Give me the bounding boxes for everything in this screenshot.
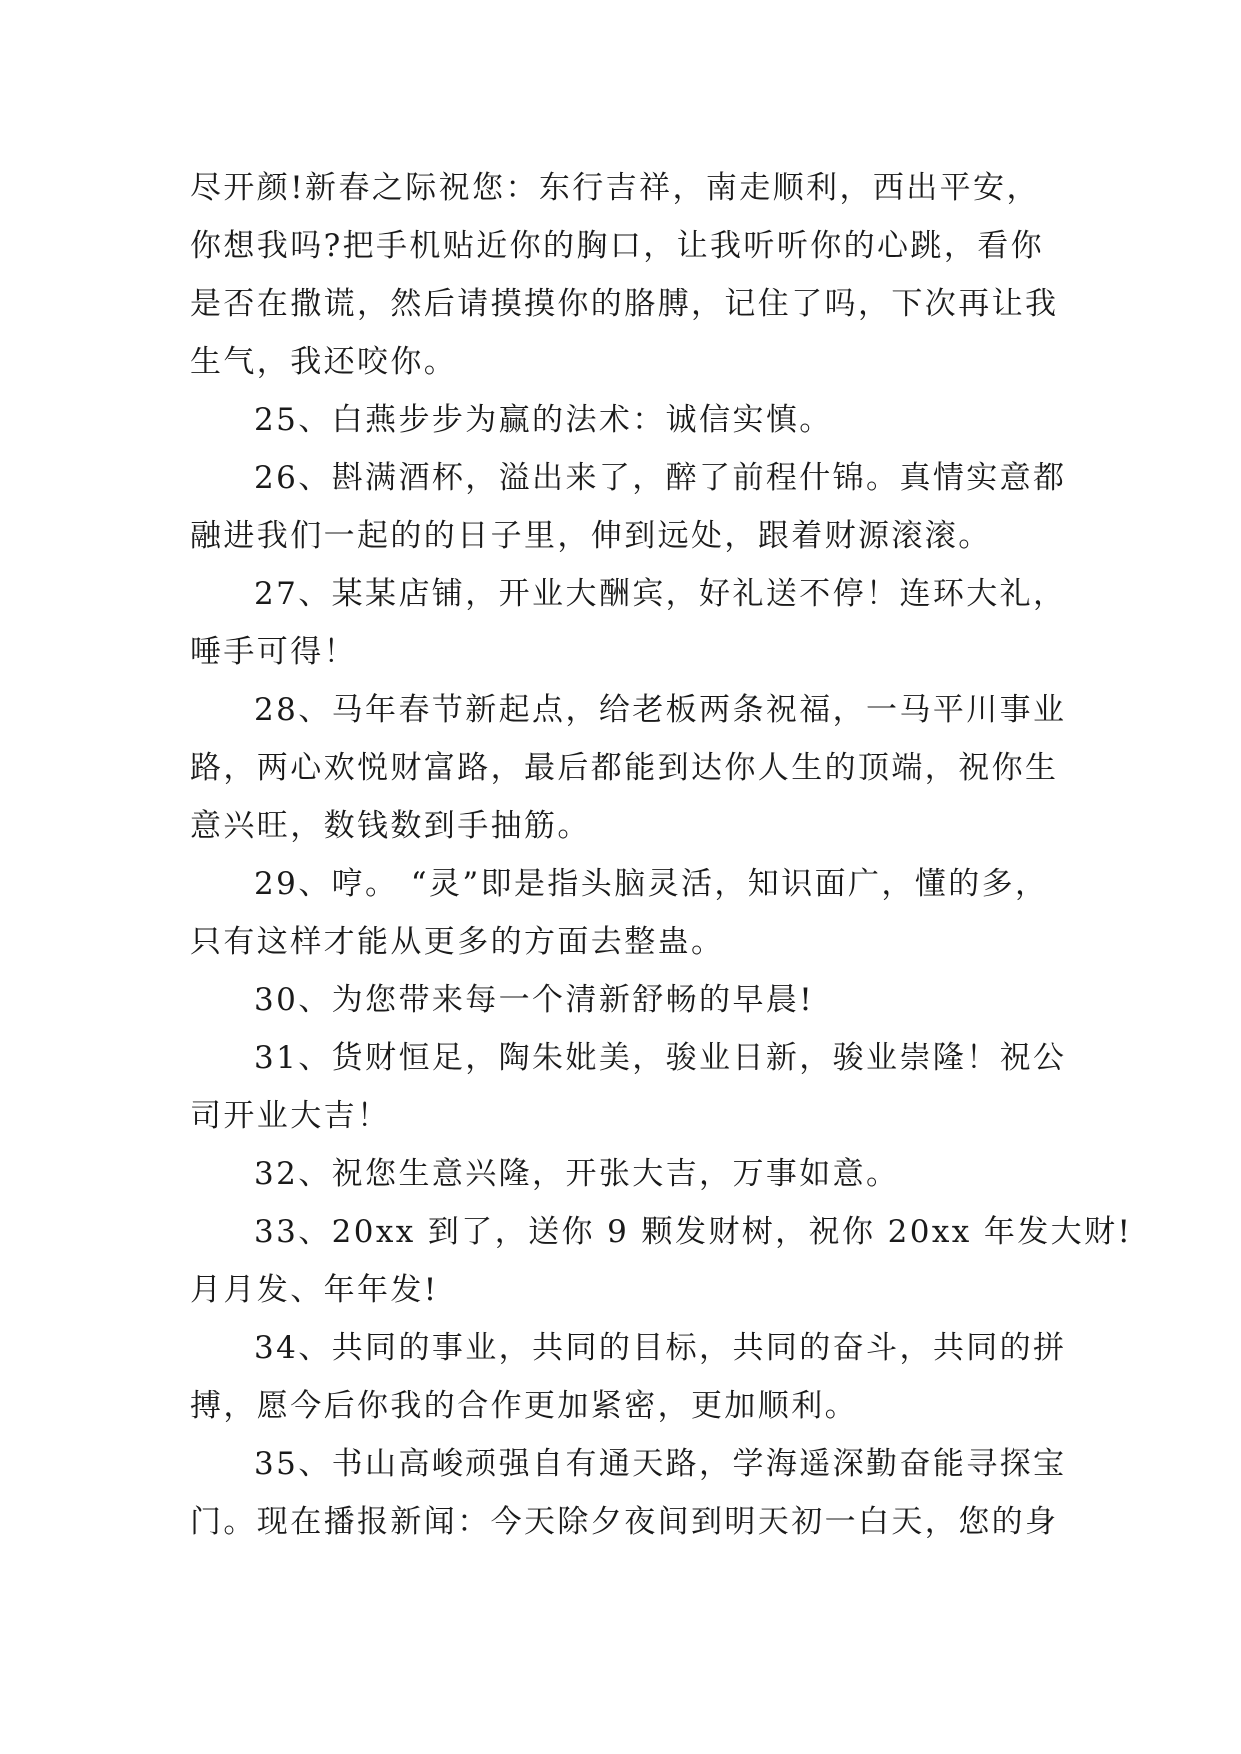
text-line: 尽开颜!新春之际祝您：东行吉祥，南走顺利，西出平安， bbox=[190, 170, 1040, 206]
text-line: 35、书山高峻顽强自有通天路，学海遥深勤奋能寻探宝 bbox=[254, 1446, 1067, 1482]
paragraph-29 bbox=[190, 855, 1052, 971]
paragraph-35 bbox=[190, 1435, 1067, 1551]
paragraph-27 bbox=[190, 565, 1067, 681]
text-line: 你想我吗?把手机贴近你的胸口，让我听听你的心跳，看你 bbox=[190, 228, 1045, 264]
text-line: 25、白燕步步为赢的法术：诚信实慎。 bbox=[254, 402, 833, 438]
paragraph-26 bbox=[190, 449, 1067, 565]
text-line: 30、为您带来每一个清新舒畅的早晨! bbox=[254, 982, 815, 1018]
text-line: 路，两心欢悦财富路，最后都能到达你人生的顶端，祝你生 bbox=[190, 750, 1059, 786]
paragraph-25 bbox=[190, 391, 1052, 449]
text-line: 司开业大吉！ bbox=[190, 1098, 391, 1134]
paragraph-33 bbox=[190, 1203, 1133, 1319]
text-line: 生气，我还咬你。 bbox=[190, 344, 458, 380]
text-line: 34、共同的事业，共同的目标，共同的奋斗，共同的拼 bbox=[254, 1330, 1067, 1366]
text-line: 31、货财恒足，陶朱妣美，骏业日新，骏业崇隆！祝公 bbox=[254, 1040, 1067, 1076]
text-line: 只有这样才能从更多的方面去整蛊。 bbox=[190, 924, 725, 960]
paragraph-34 bbox=[190, 1319, 1067, 1435]
text-line: 是否在撒谎，然后请摸摸你的胳膊，记住了吗，下次再让我 bbox=[190, 286, 1059, 322]
text-line: 融进我们一起的的日子里，伸到远处，跟着财源滚滚。 bbox=[190, 518, 992, 554]
text-line: 27、某某店铺，开业大酬宾，好礼送不停！连环大礼， bbox=[254, 576, 1067, 612]
paragraph-32 bbox=[190, 1145, 1052, 1203]
document-body bbox=[190, 159, 1133, 1551]
text-line: 33、20xx 到了，送你 9 颗发财树，祝你 20xx 年发大财! bbox=[254, 1214, 1133, 1250]
text-line: 28、马年春节新起点，给老板两条祝福，一马平川事业 bbox=[254, 692, 1067, 728]
paragraph-continuation bbox=[190, 159, 1059, 391]
text-line: 门。现在播报新闻：今天除夕夜间到明天初一白天，您的身 bbox=[190, 1504, 1059, 1540]
text-line: 29、哼。 “灵”即是指头脑灵活，知识面广，懂的多， bbox=[254, 866, 1049, 902]
paragraph-31 bbox=[190, 1029, 1067, 1145]
text-line: 26、斟满酒杯，溢出来了，醉了前程什锦。真情实意都 bbox=[254, 460, 1067, 496]
paragraph-28 bbox=[190, 681, 1067, 855]
text-line: 32、祝您生意兴隆，开张大吉，万事如意。 bbox=[254, 1156, 900, 1192]
text-line: 搏，愿今后你我的合作更加紧密，更加顺利。 bbox=[190, 1388, 858, 1424]
text-line: 唾手可得！ bbox=[190, 634, 357, 670]
paragraph-30 bbox=[190, 971, 1052, 1029]
text-line: 意兴旺，数钱数到手抽筋。 bbox=[190, 808, 591, 844]
text-line: 月月发、年年发! bbox=[190, 1272, 439, 1308]
